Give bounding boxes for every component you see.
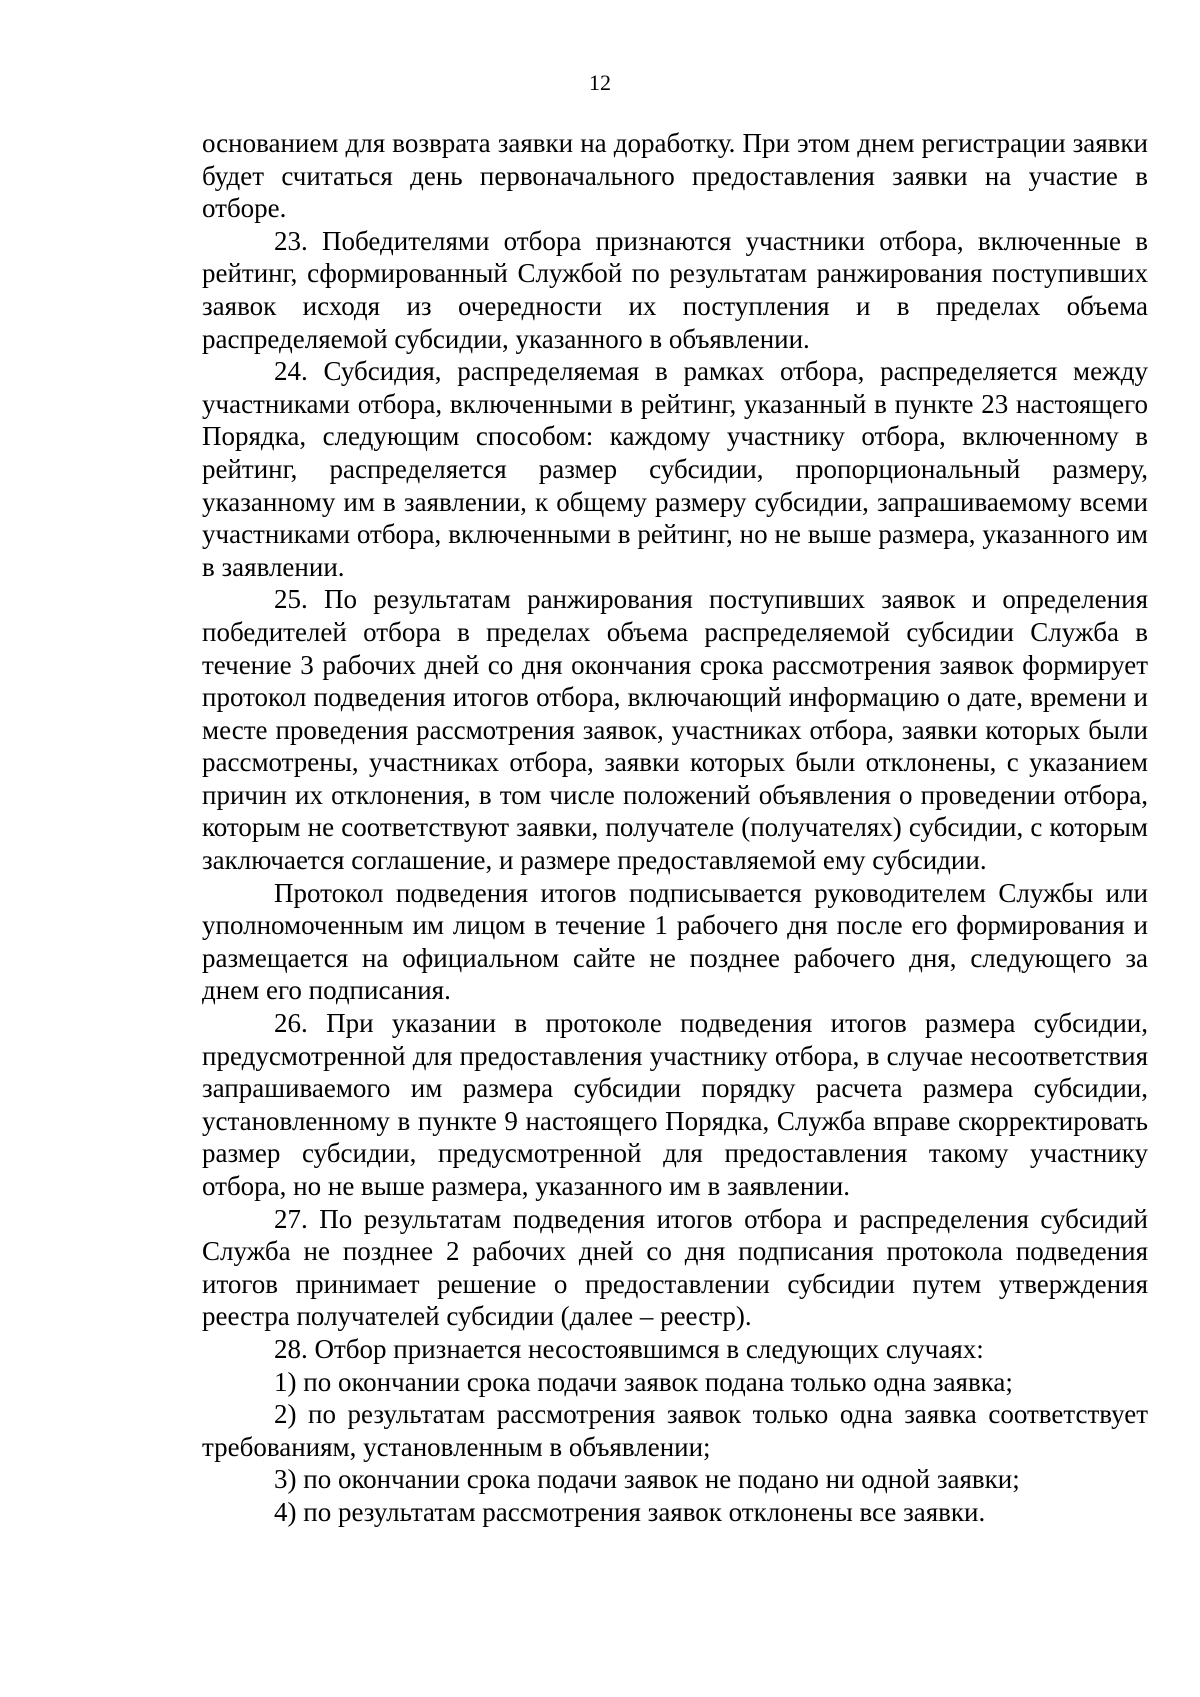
- list-item-4: 4) по результатам рассмотрения заявок отклонены все заявки.: [274, 1496, 986, 1527]
- paragraph-item-27: 27. По результатам подведения итогов отбора и распределения субсидий Служба не позднее 2 рабочих дней со дня подписания протокола подведения итогов принимает решение о предоставлении субсидии путем утверждения реестра получателей субсидии (далее – реестр).: [202, 1203, 1148, 1332]
- list-item-1: 1) по окончании срока подачи заявок подана только одна заявка;: [274, 1366, 1013, 1397]
- paragraph-item-28: 28. Отбор признается несостоявшимся в следующих случаях:: [274, 1333, 984, 1364]
- list-item-2: 2) по результатам рассмотрения заявок только одна заявка соответствует требованиям, установленным в объявлении;: [202, 1399, 1148, 1462]
- paragraph: основанием для возврата заявки на доработку. При этом днем регистрации заявки будет считаться день первоначального предоставления заявки на участие в отборе.: [202, 128, 1148, 224]
- page-number: 12: [589, 70, 611, 95]
- document-body: [202, 127, 1148, 1529]
- paragraph-item-23: 23. Победителями отбора признаются участники отбора, включенные в рейтинг, сформированный Службой по результатам ранжирования поступивших заявок исходя из очередности их поступления и в пределах объема распределяемой субсидии, указанного в объявлении.: [202, 225, 1148, 354]
- paragraph-item-25: 25. По результатам ранжирования поступивших заявок и определения победителей отбора в пределах объема распределяемой субсидии Служба в течение 3 рабочих дней со дня окончания срока рассмотрения заявок формирует протокол подведения итогов отбора, включающий информацию о дате, времени и месте проведения рассмотрения заявок, участниках отбора, заявки которых были рассмотрены, участниках отбора, заявки которых были отклонены, с указанием причин их отклонения, в том числе положений объявления о проведении отбора, которым не соответствуют заявки, получателе (получателях) субсидии, с которым заключается соглашение, и размере предоставляемой ему субсидии.: [202, 584, 1148, 876]
- paragraph-item-24: 24. Субсидия, распределяемая в рамках отбора, распределяется между участниками отбора, включенными в рейтинг, указанный в пункте 23 настоящего Порядка, следующим способом: каждому участнику отбора, включенному в рейтинг, распределяется размер субсидии, пропорциональный размеру, указанному им в заявлении, к общему размеру субсидии, запрашиваемому всеми участниками отбора, включенными в рейтинг, но не выше размера, указанного им в заявлении.: [202, 356, 1148, 582]
- paragraph-item-26: 26. При указании в протоколе подведения итогов размера субсидии, предусмотренной для предоставления участнику отбора, в случае несоответствия запрашиваемого им размера субсидии порядку расчета размера субсидии, установленному в пункте 9 настоящего Порядка, Служба вправе скорректировать размер субсидии, предусмотренной для предоставления такому участнику отбора, но не выше размера, указанного им в заявлении.: [202, 1008, 1148, 1201]
- list-item-3: 3) по окончании срока подачи заявок не подано ни одной заявки;: [274, 1464, 1020, 1495]
- paragraph-protocol: Протокол подведения итогов подписывается руководителем Службы или уполномоченным им лицом в течение 1 рабочего дня после его формирования и размещается на официальном сайте не позднее рабочего дня, следующего за днем его подписания.: [202, 877, 1148, 1006]
